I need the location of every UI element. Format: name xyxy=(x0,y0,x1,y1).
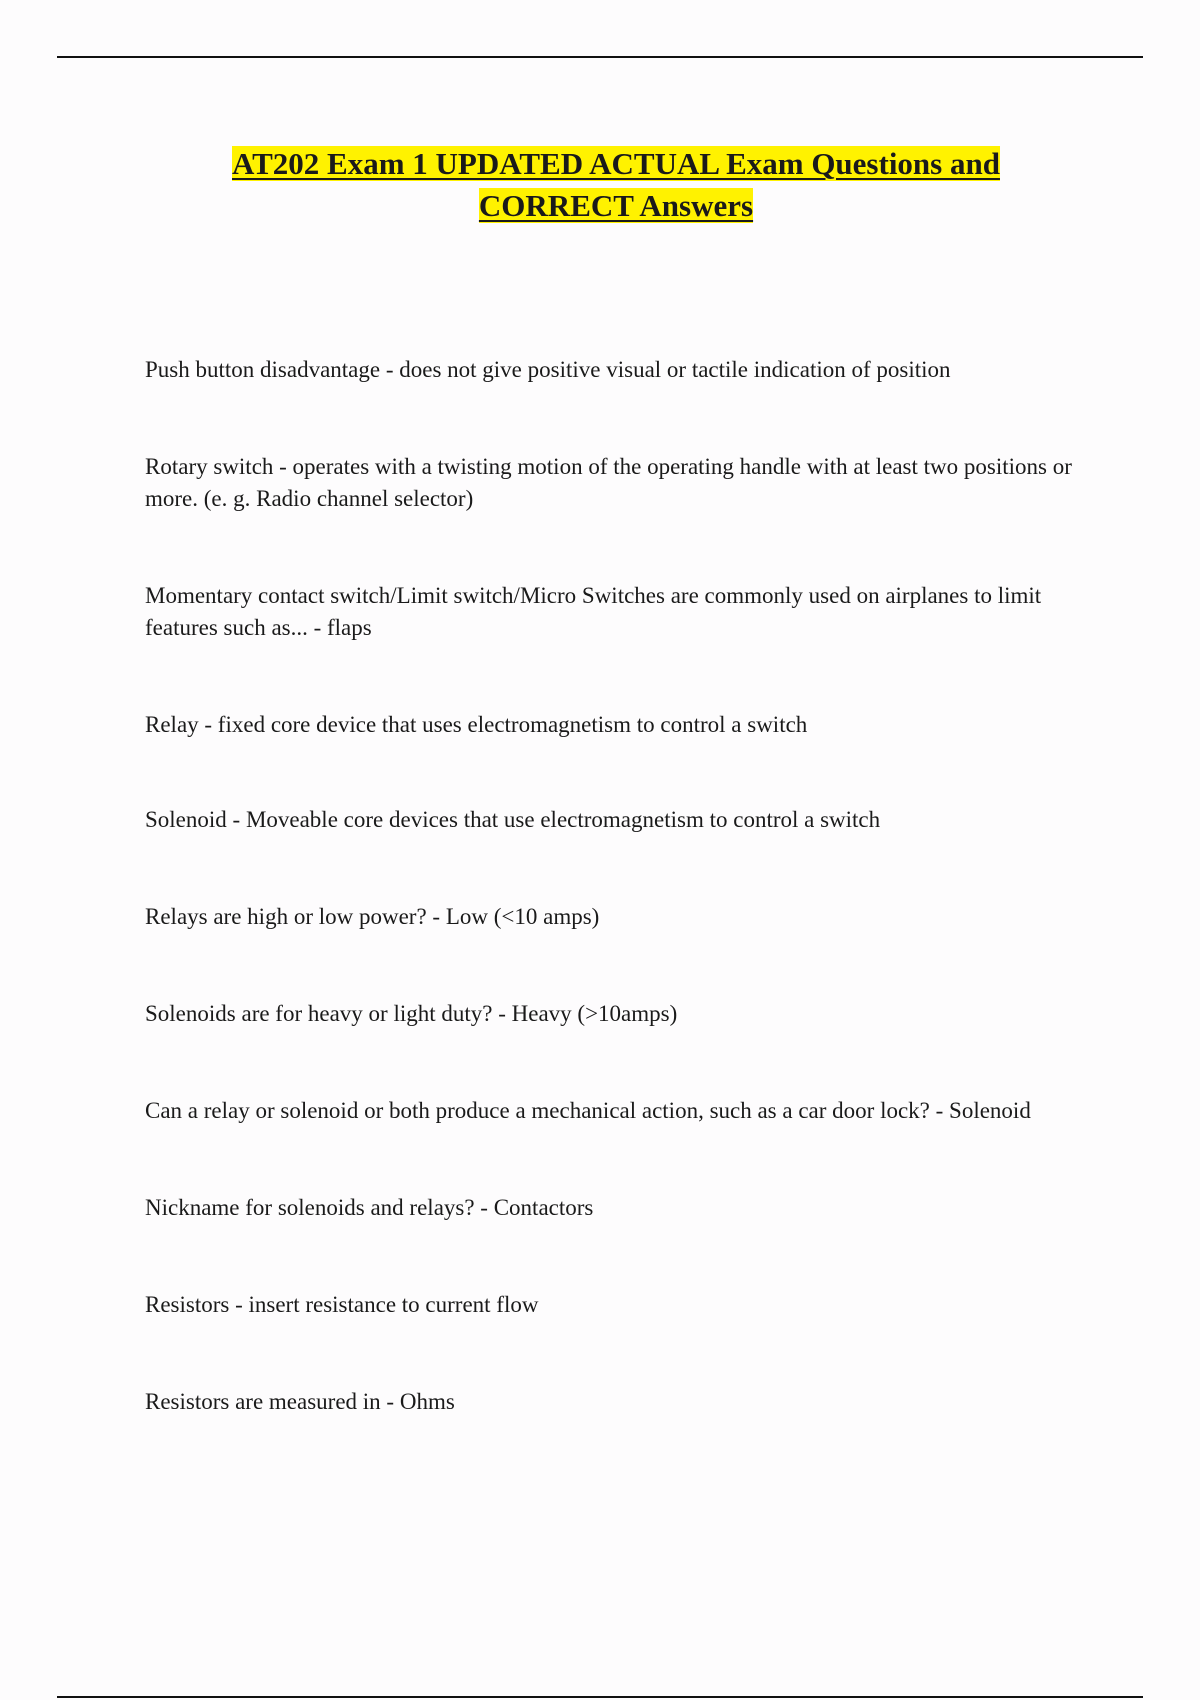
qa-item: Relays are high or low power? - Low (<10 amps) xyxy=(145,904,600,929)
qa-item: Momentary contact switch/Limit switch/Micro Switches are commonly used on airplanes to limit features such as... - flaps xyxy=(145,583,1042,640)
bottom-rule xyxy=(57,1696,1143,1698)
document-title xyxy=(100,143,1132,227)
qa-item: Resistors are measured in - Ohms xyxy=(145,1389,455,1414)
qa-item: Nickname for solenoids and relays? - Contactors xyxy=(145,1195,594,1220)
qa-item: Can a relay or solenoid or both produce a mechanical action, such as a car door lock? - Solenoid xyxy=(145,1098,1031,1123)
qa-item: Resistors - insert resistance to current flow xyxy=(145,1292,539,1317)
qa-item: Solenoid - Moveable core devices that use electromagnetism to control a switch xyxy=(145,807,881,832)
qa-item: Push button disadvantage - does not give positive visual or tactile indication of position xyxy=(145,357,951,382)
qa-item: Rotary switch - operates with a twisting motion of the operating handle with at least two positions or more. (e. g. Radio channel selector) xyxy=(145,454,1072,511)
qa-item: Relay - fixed core device that uses electromagnetism to control a switch xyxy=(145,712,808,737)
title-line-2: CORRECT Answers xyxy=(478,188,754,223)
qa-item: Solenoids are for heavy or light duty? - Heavy (>10amps) xyxy=(145,1001,678,1026)
top-rule xyxy=(57,56,1143,58)
title-line-1: AT202 Exam 1 UPDATED ACTUAL Exam Questions and xyxy=(232,146,1000,181)
